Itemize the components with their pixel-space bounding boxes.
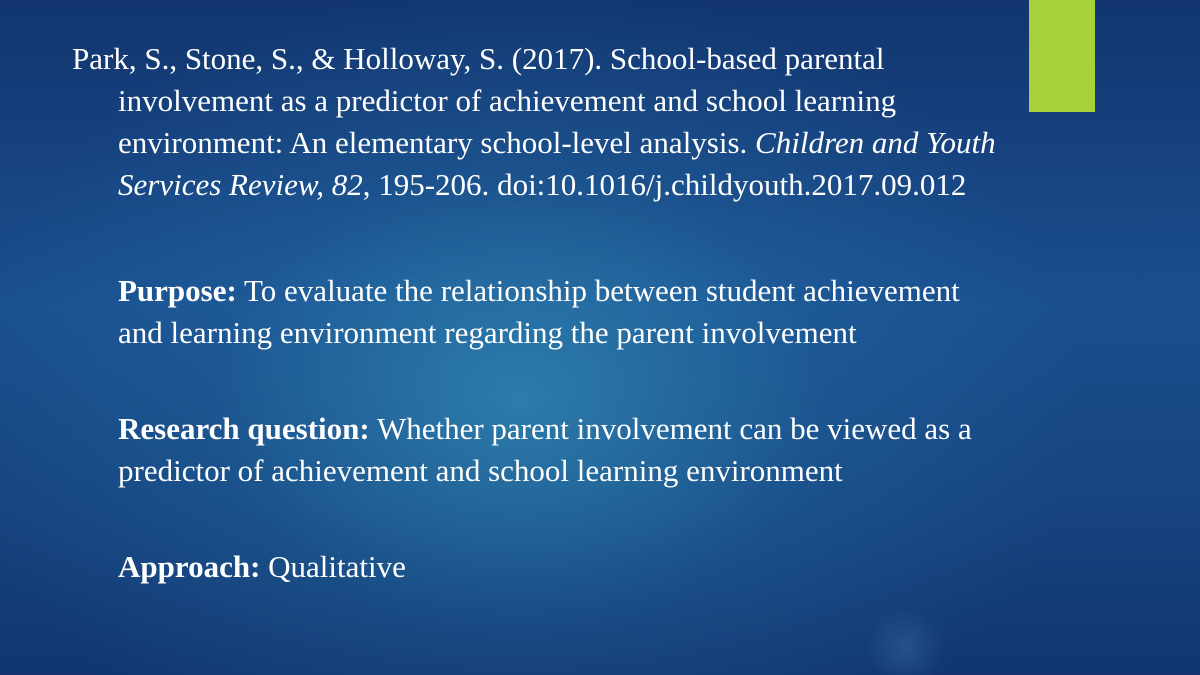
research-question-paragraph — [118, 408, 978, 492]
approach-paragraph — [118, 546, 978, 588]
accent-bar — [1029, 0, 1095, 112]
approach-text: Qualitative — [268, 549, 406, 584]
citation-journal: Children and Youth Services Review, 82 — [118, 125, 996, 202]
purpose-paragraph — [118, 270, 978, 354]
purpose-label: Purpose: — [118, 273, 237, 308]
citation-doi: doi:10.1016/j.childyouth.2017.09.012 — [497, 167, 967, 202]
approach-label: Approach: — [118, 549, 261, 584]
research-question-text: Whether parent involvement can be viewed as a predictor of achievement and school learning environment — [118, 411, 972, 488]
purpose-text: To evaluate the relationship between student achievement and learning environment regarding the parent involvement — [118, 273, 960, 350]
citation-pages: , 195-206. — [362, 167, 490, 202]
research-question-label: Research question: — [118, 411, 370, 446]
citation-main: Park, S., Stone, S., & Holloway, S. (2017). School-based parental involvement as a predictor of achievement and school learning environment: An elementary school-level analysis. — [72, 41, 897, 160]
reference-citation — [72, 38, 1018, 206]
